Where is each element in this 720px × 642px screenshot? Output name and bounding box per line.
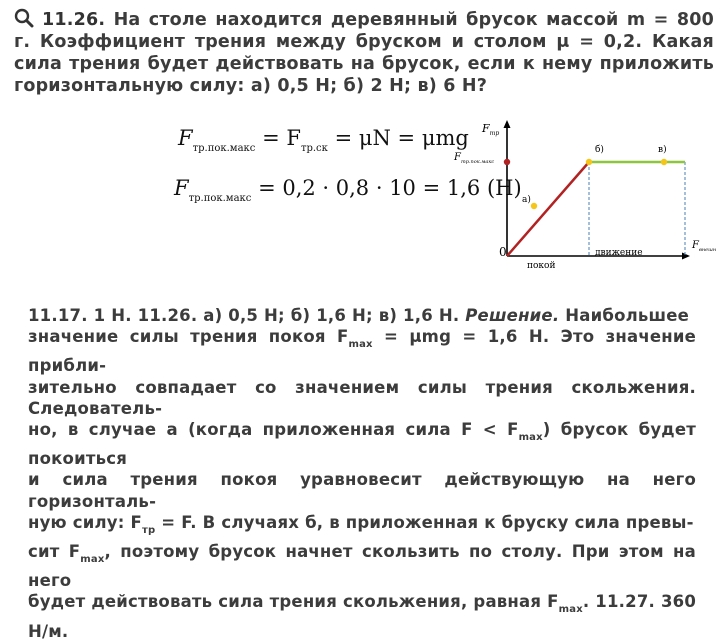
solution-line: сит $F_{max}$, поэтому брусок начнет скользить по столу. При этом на него — [28, 542, 696, 591]
solution-line: 11.17. 1 Н. 11.26. а) 0,5 Н; б) 1,6 Н; в) 1,6 Н. Решение. Наибольшее — [28, 306, 690, 325]
solution-line: значение силы трения покоя $F_{max} = \mu mg = 1,6$ Н. Это значение прибли- — [28, 327, 696, 376]
magnifier-icon — [14, 8, 34, 28]
max-level-dot — [504, 159, 510, 165]
point-a — [531, 203, 537, 209]
solution-line: но, в случае а (когда приложенная сила $F < F_{max}$) брусок будет покоиться — [28, 420, 696, 469]
solution-text — [28, 305, 696, 642]
rest-line — [507, 162, 589, 256]
rest-label: покой — [527, 261, 556, 271]
solution-line: будет действовать сила трения скольжения, равная $F_{max}$. 11.27. 360 Н/м. — [28, 592, 696, 641]
point-c — [661, 159, 667, 165]
formula-max-static-friction: $F_{тр.пок.макс} = F_{тр.ск} = \mu N = \mu mg$ — [178, 126, 469, 154]
friction-graph — [452, 118, 716, 278]
origin-label: 0 — [499, 245, 507, 259]
problem-text: На столе находится деревянный брусок массой m = 800 г. Коэффициент трения между бруском и столом μ = 0,2. Какая сила трения будет действовать на брусок, если к нему приложить горизонтальную силу: а) 0,5 Н; б) 2 Н; в) 6 Н? — [14, 10, 714, 96]
point-b-label: б) — [595, 145, 604, 155]
problem-statement — [14, 8, 714, 97]
point-c-label: в) — [658, 145, 667, 155]
x-axis-arrow — [682, 253, 690, 260]
problem-number: 11.26. — [42, 10, 106, 30]
max-level-label: $F_{тр.пок.макс}$ — [454, 152, 495, 165]
y-axis-arrow — [504, 120, 511, 128]
formula-calculation: $F_{тр.пок.макс} = 0,2 \cdot 0,8 \cdot 10 = 1,6$ (Н) — [174, 176, 522, 204]
solution-line: зительно совпадает со значением силы трения скольжения. Следователь- — [28, 377, 696, 418]
x-axis-label: $F_{внешн}$ — [692, 240, 716, 253]
solution-line: ную силу: $F_{тр} = F$. В случаях б, в приложенная к бруску сила превы- — [28, 512, 694, 536]
solution-line: и сила трения покоя уравновесит действующую на него горизонталь- — [28, 470, 696, 511]
y-axis-label: $F_{тр}$ — [482, 122, 500, 137]
motion-label: движение — [595, 248, 643, 258]
point-b — [586, 159, 592, 165]
point-a-label: а) — [522, 195, 531, 205]
